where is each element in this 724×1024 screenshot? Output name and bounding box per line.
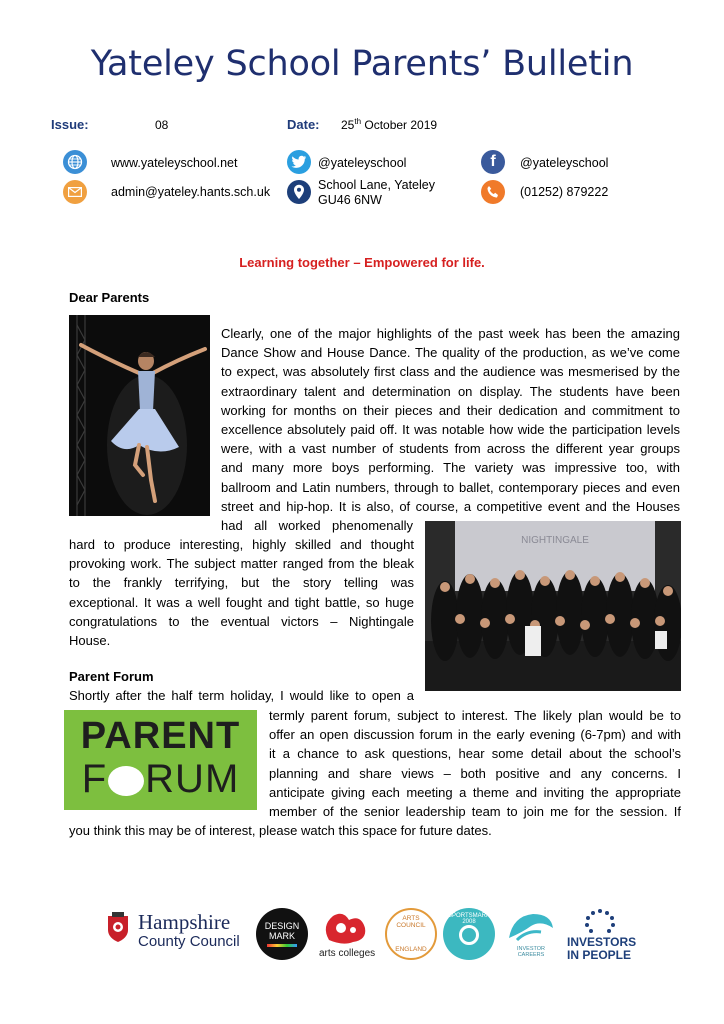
design-mark-logo (256, 908, 308, 960)
date-label: Date: (287, 117, 320, 132)
email-icon (63, 180, 87, 204)
dancer-photo (69, 315, 210, 516)
date-value: 25th October 2019 (341, 117, 438, 132)
text-line: excellence absolutely paid off. It was notable how wide the participation levels (221, 422, 680, 438)
iip-line-2: IN PEOPLE (567, 948, 632, 962)
design-mark-text-1: DESIGN (264, 921, 300, 931)
text-line: Dance Show and House Dance. The quality of the production, as we’ve come (221, 345, 680, 361)
facebook-handle[interactable]: @yateleyschool (520, 156, 609, 170)
phone-icon (481, 180, 505, 204)
issue-value: 08 (155, 118, 169, 132)
iip-line-1: INVESTORS (567, 935, 637, 949)
investors-in-people-label (567, 936, 636, 962)
email-link[interactable]: admin@yateley.hants.sch.uk (111, 185, 271, 199)
text-line: street and hip-hop. It is also, of course, a competitive event and the Houses (221, 498, 680, 514)
text-line: to the frankly terrifying, but the story telling was (69, 575, 414, 591)
text-line: working for months on their pieces and their dedication and commitment to (221, 402, 680, 418)
forum-paragraph (269, 706, 681, 821)
address-line-2: GU46 6NW (318, 193, 382, 207)
investors-in-people-icon (583, 908, 617, 936)
forum-paragraph-start (69, 686, 414, 705)
bulletin-title: Yateley School Parents’ Bulletin (90, 44, 634, 84)
footer-logos (105, 908, 685, 968)
text-line: to expect, was absolutely first class and the audience was mesmerised by the (221, 364, 680, 380)
sportsmark-ring-icon (459, 925, 479, 945)
text-line: termly parent forum, subject to interest. The likely plan would be to (269, 708, 681, 723)
arts-council-logo (385, 908, 437, 960)
address-line-1: School Lane, Yateley (318, 178, 435, 192)
letter-paragraph-1 (221, 324, 680, 516)
website-link[interactable]: www.yateleyschool.net (111, 156, 238, 170)
design-mark-stripe (267, 944, 297, 947)
text-line: extraordinary talent and determination on display. The students have been (221, 383, 680, 399)
dance-group-photo (425, 521, 681, 691)
twitter-handle[interactable]: @yateleyschool (318, 156, 407, 170)
arts-colleges-label: arts colleges (319, 948, 376, 959)
arts-council-text-1: ARTS COUNCIL (396, 915, 426, 929)
text-line: you think this may be of interest, please watch this space for future dates. (69, 823, 492, 838)
text-line: member of the senior leadership team to join me for the session. If (269, 804, 681, 820)
arts-colleges-icon (319, 910, 369, 946)
sportsmark-text: SPORTSMARK 2008 (448, 913, 490, 925)
hampshire-logo-line1: Hampshire (138, 910, 231, 934)
globe-icon (63, 150, 87, 174)
text-line: ballroom and Latin numbers, through to ballet, contemporary pieces and even (221, 479, 680, 495)
investor-careers-label: INVESTOR CAREERS (516, 946, 545, 958)
investor-careers-icon (505, 910, 557, 944)
school-motto: Learning together – Empowered for life. (239, 255, 485, 270)
text-line: were, with a vast number of students from across the different year groups (221, 441, 680, 457)
text-line: Shortly after the half term holiday, I would like to open a (69, 688, 414, 703)
banner-text: NIGHTINGALE (521, 535, 589, 546)
text-line: hard to produce interesting, highly skilled and thought (69, 537, 414, 552)
hampshire-logo-line2: County Council (138, 933, 240, 950)
forum-logo-top: PARENT (80, 715, 241, 757)
forum-logo-bottom (64, 758, 257, 800)
location-pin-icon (287, 180, 311, 204)
issue-label: Issue: (51, 117, 89, 132)
text-line: planning and share views – both positive and any concerns. I (269, 765, 681, 781)
text-line: offer an open discussion forum in the early evening (6-7pm) and with (269, 727, 681, 743)
letter-paragraph-2 (69, 535, 414, 650)
parent-forum-logo (64, 710, 257, 810)
text-line: exceptional. It was a well fought and tight battle, so huge (69, 594, 414, 610)
facebook-icon: f (481, 150, 505, 174)
twitter-icon (287, 150, 311, 174)
hampshire-crest-icon (105, 912, 131, 944)
salutation: Dear Parents (69, 290, 150, 305)
letter-paragraph-1-end (221, 516, 413, 535)
text-line: it a chance to ask questions, hear some detail about the school’s (269, 746, 681, 762)
arts-council-text-2: ENGLAND (395, 946, 427, 953)
text-line: provoking work. The subject matter ranged from the bleak (69, 556, 414, 572)
address (318, 178, 435, 208)
text-line: House. (69, 633, 111, 649)
forum-logo-rum: RUM (145, 757, 240, 801)
design-mark-text-2: MARK (268, 931, 295, 941)
sportsmark-logo (443, 908, 495, 960)
speech-bubble-icon (108, 766, 144, 796)
text-line: had all worked phenomenally (221, 518, 413, 533)
text-line: congratulations to the eventual victors – Nightingale (69, 613, 414, 629)
text-line: anticipate giving each meeting a theme and inviting the appropriate (269, 784, 681, 800)
text-line: Clearly, one of the major highlights of the past week has been the amazing (221, 326, 680, 341)
phone-number[interactable]: (01252) 879222 (520, 185, 609, 199)
text-line: and many more boys performing. The variety was impressive too, with (221, 460, 680, 476)
forum-logo-f: F (81, 757, 108, 801)
parent-forum-heading: Parent Forum (69, 669, 154, 684)
forum-paragraph-end (69, 821, 681, 840)
